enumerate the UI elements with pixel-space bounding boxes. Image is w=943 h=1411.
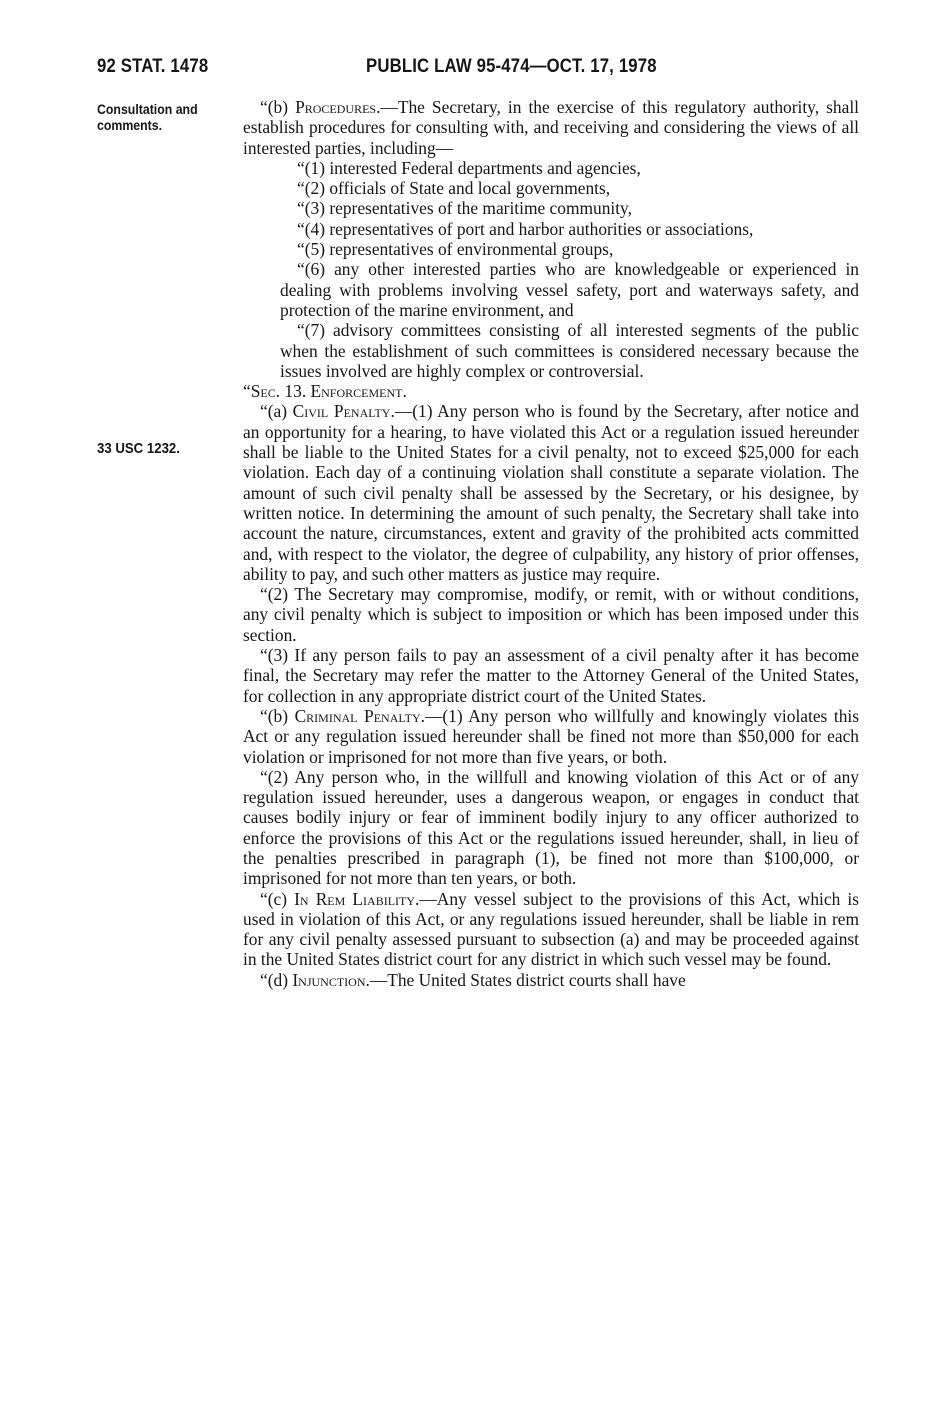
body-text xyxy=(243,97,859,990)
paragraph-text: —(1) Any person who willfully and knowingly violates this Act or any regulation issued hereunder shall be fined not more than $50,000 for each violation or imprisoned for not more than five years, or both. xyxy=(243,705,859,767)
paragraph-text: —The Secretary, in the exercise of this regulatory authority, shall establish procedures for consulting with, and receiving and considering the views of all interested parties, including— xyxy=(243,97,859,158)
list-item: “(5) representatives of environmental groups, xyxy=(297,239,614,260)
section-heading: Civil Penalty. xyxy=(292,401,395,422)
section-heading: Procedures. xyxy=(295,97,381,117)
paragraph-prefix: “(b) xyxy=(260,705,295,726)
paragraph-d-injunction xyxy=(243,970,859,990)
paragraph-prefix: “ xyxy=(243,381,251,402)
section-heading: Criminal Penalty. xyxy=(294,705,425,726)
paragraph-text: —Any vessel subject to the provisions of this Act, which is used in violation of this Act, or any regulations issued hereunder, shall be liable in rem for any civil penalty assessed pursuant to subsection (a) and may be proceeded against in the United States district court for any district in which such vessel may be found. xyxy=(243,888,859,970)
margin-note-usc: 33 USC 1232. xyxy=(97,440,180,457)
running-header: PUBLIC LAW 95-474—OCT. 17, 1978 xyxy=(366,56,657,77)
paragraph-a-civil-penalty xyxy=(243,401,859,584)
list-item: “(6) any other interested parties who are knowledgeable or experienced in dealing with problems involving vessel safety, port and waterways safety, and protection of the marine environment, and xyxy=(280,259,859,320)
margin-note-line: Consultation and xyxy=(97,101,198,117)
paragraph-text: —(1) Any person who is found by the Secretary, after notice and an opportunity for a hearing, to have violated this Act or a regulation issued hereunder shall be liable to the United States for a civil penalty, not to exceed $25,000 for each violation. Each day of a continuing violation shall constitute a separate violation. The amount of such civil penalty shall be assessed by the Secretary, or his designee, by written notice. In determining the amount of such penalty, the Secretary shall take into account the nature, circumstances, extent and gravity of the prohibited acts committed and, with respect to the violator, the degree of culpability, any history of prior offenses, ability to pay, and such other matters as justice may require. xyxy=(243,401,859,584)
paragraph-c-in-rem-liability xyxy=(243,889,859,970)
section-heading: Injunction. xyxy=(292,969,370,990)
list-item: “(1) interested Federal departments and agencies, xyxy=(297,157,641,178)
section-heading: Sec. 13. Enforcement. xyxy=(250,381,407,402)
list-item: “(4) representatives of port and harbor authorities or associations, xyxy=(297,218,754,239)
paragraph-b-criminal-penalty xyxy=(243,706,859,767)
paragraph-prefix: “(a) xyxy=(260,401,293,422)
paragraph-prefix: “(c) xyxy=(260,888,295,909)
paragraph-b-procedures xyxy=(243,97,859,158)
paragraph-text: —The United States district courts shall have xyxy=(369,969,686,990)
section-heading: In Rem Liability. xyxy=(294,888,420,909)
paragraph-a3: “(3) If any person fails to pay an assessment of a civil penalty after it has become final, the Secretary may refer the matter to the Attorney General of the United States, for collection in any appropriate district court of the United States. xyxy=(243,645,859,706)
margin-note-line: comments. xyxy=(97,117,163,133)
paragraph-prefix: “(d) xyxy=(260,969,293,990)
paragraph-b2: “(2) Any person who, in the willfull and knowing violation of this Act or of any regulation issued hereunder, uses a dangerous weapon, or engages in conduct that causes bodily injury or fear of imminent bodily injury to any officer authorized to enforce the provisions of this Act or the regulations issued hereunder, shall, in lieu of the penalties prescribed in paragraph (1), be fined not more than $100,000, or imprisoned for not more than ten years, or both. xyxy=(243,766,859,889)
section-13-heading xyxy=(243,381,859,401)
paragraph-prefix: “(b) xyxy=(260,97,296,117)
statute-page-number: 92 STAT. 1478 xyxy=(97,56,209,77)
list-item: “(3) representatives of the maritime community, xyxy=(297,198,632,219)
list-item: “(7) advisory committees consisting of all interested segments of the public when the establishment of such committees is considered necessary because the issues involved are highly complex or controversial. xyxy=(280,320,859,381)
list-item: “(2) officials of State and local governments, xyxy=(297,178,611,199)
paragraph-a2: “(2) The Secretary may compromise, modify, or remit, with or without conditions, any civil penalty which is subject to imposition or which has been imposed under this section. xyxy=(243,584,859,645)
margin-note-consultation xyxy=(97,101,198,133)
